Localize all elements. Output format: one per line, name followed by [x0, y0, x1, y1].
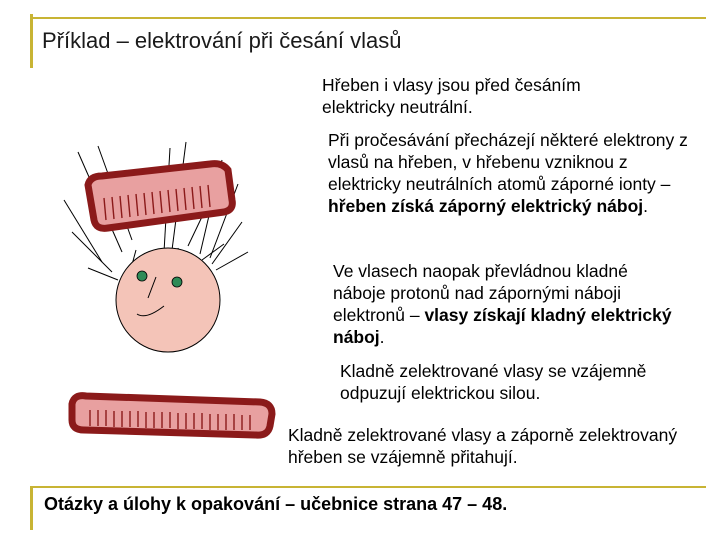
paragraph-hair-charge-bold: vlasy získají kladný elektrický náboj — [333, 305, 672, 347]
comb-icon — [88, 164, 232, 229]
paragraph-comb-charge — [328, 129, 690, 217]
title-accent-horizontal-line — [30, 17, 706, 19]
paragraph-hair-charge — [333, 260, 683, 348]
comb-icon — [72, 396, 272, 435]
footer-accent-vertical-line — [30, 486, 33, 530]
footer-note: Otázky a úlohy k opakování – učebnice strana 47 – 48. — [44, 494, 508, 514]
paragraph-hair-charge-text: Ve vlasech naopak převládnou kladné náboje protonů nad zápornými náboji elektronů – — [333, 261, 628, 325]
paragraph-comb-charge-text: Při pročesávání přecházejí některé elektrony z vlasů na hřeben, v hřebenu vzniknou z elektricky neutrálních atomů záporné ionty – — [328, 130, 688, 194]
paragraph-comb-charge-bold: hřeben získá záporný elektrický náboj — [328, 196, 644, 216]
hair-comb-illustration — [60, 140, 310, 480]
paragraph-repulsion: Kladně zelektrované vlasy se vzájemně odpuzují elektrickou silou. — [340, 361, 647, 403]
title-accent-vertical-line — [30, 14, 33, 68]
paragraph-comb-charge-end: . — [643, 196, 648, 216]
paragraph-neutral: Hřeben i vlasy jsou před česáním elektricky neutrální. — [322, 75, 581, 117]
slide-title: Příklad – elektrování při česání vlasů — [42, 28, 402, 53]
face-icon — [116, 248, 220, 352]
paragraph-attraction: Kladně zelektrované vlasy a záporně zelektrovaný hřeben se vzájemně přitahují. — [288, 425, 678, 467]
footer-accent-horizontal-line — [30, 486, 706, 488]
paragraph-hair-charge-end: . — [379, 327, 385, 347]
